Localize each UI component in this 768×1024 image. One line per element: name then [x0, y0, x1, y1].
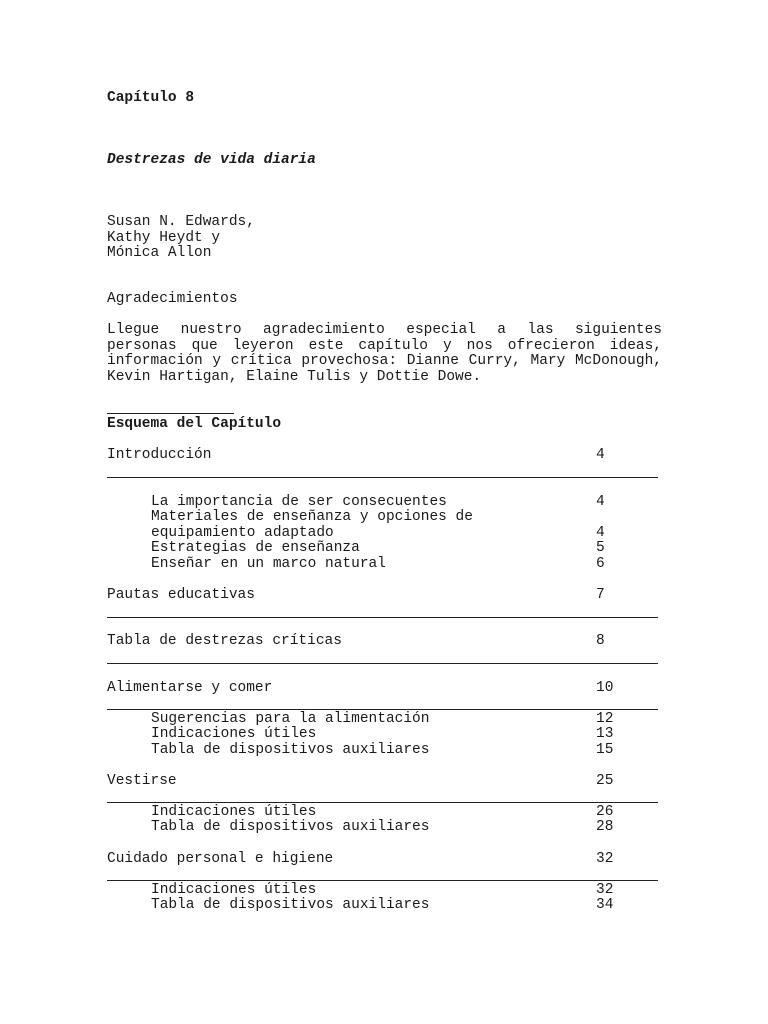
toc-subentry	[107, 882, 614, 899]
toc-entry-label: Tabla de destrezas críticas	[107, 633, 342, 649]
toc-entry-page: 8	[596, 633, 605, 649]
toc-entry-page: 4	[596, 494, 605, 510]
toc-entry-page: 34	[596, 897, 614, 913]
toc-entry-page: 15	[596, 742, 614, 758]
toc-entry-label: Indicaciones útiles	[151, 882, 317, 898]
toc-entry-page: 6	[596, 556, 605, 572]
toc-entry-label: Indicaciones útiles	[151, 726, 317, 742]
chapter-title: Destrezas de vida diaria	[107, 152, 316, 168]
toc-entry-label: Pautas educativas	[107, 587, 255, 603]
toc-entry-page: 4	[596, 525, 605, 541]
chapter-label: Capítulo 8	[107, 90, 195, 106]
outline-heading: Esquema del Capítulo	[107, 416, 282, 432]
toc-entry-page: 5	[596, 540, 605, 556]
author-name: Mónica Allon	[107, 245, 212, 261]
toc-entry-label: Estrategias de enseñanza	[151, 540, 360, 556]
toc-subentry	[107, 726, 614, 743]
author-name: Susan N. Edwards,	[107, 214, 255, 230]
toc-entry-pautas	[107, 587, 605, 604]
toc-entry-page: 28	[596, 819, 614, 835]
author-name: Kathy Heydt y	[107, 230, 221, 246]
toc-entry-alimentarse	[107, 680, 614, 697]
toc-entry-page: 4	[596, 447, 605, 463]
acknowledgements-heading: Agradecimientos	[107, 291, 238, 307]
toc-entry-page: 26	[596, 804, 614, 820]
toc-subentry	[107, 556, 605, 573]
toc-subentry	[107, 525, 605, 542]
toc-entry-label: Cuidado personal e higiene	[107, 851, 334, 867]
toc-subentry	[107, 742, 614, 759]
section-rule	[107, 709, 658, 710]
toc-entry-label: Enseñar en un marco natural	[151, 556, 386, 572]
section-rule	[107, 880, 658, 881]
toc-entry-label: Tabla de dispositivos auxiliares	[151, 897, 430, 913]
toc-subentry	[107, 509, 473, 526]
outline-separator	[107, 413, 234, 414]
toc-entry-label: equipamiento adaptado	[151, 525, 334, 541]
toc-entry-tabla	[107, 633, 605, 650]
section-rule	[107, 663, 658, 664]
toc-subentry	[107, 804, 614, 821]
section-rule	[107, 802, 658, 803]
toc-entry-label: Tabla de dispositivos auxiliares	[151, 742, 430, 758]
acknowledgements-text: Llegue nuestro agradecimiento especial a las siguientes personas que leyeron este capítulo y nos ofrecieron ideas, información y crítica provechosa: Dianne Curry, Mary McDonough, Kevin Hartigan, Elaine Tulis y Dottie Dowe.	[107, 322, 662, 385]
toc-entry-label: Sugerencias para la alimentación	[151, 711, 430, 727]
section-rule	[107, 617, 658, 618]
toc-entry-label: Vestirse	[107, 773, 177, 789]
toc-entry-label: Materiales de enseñanza y opciones de	[151, 509, 473, 525]
toc-entry-page: 13	[596, 726, 614, 742]
toc-subentry	[107, 711, 614, 728]
toc-subentry	[107, 540, 605, 557]
toc-subentry	[107, 819, 614, 836]
toc-subentry	[107, 494, 605, 511]
section-rule	[107, 477, 658, 478]
toc-entry-page: 25	[596, 773, 614, 789]
toc-entry-page: 10	[596, 680, 614, 696]
toc-entry-introduccion	[107, 447, 605, 464]
toc-entry-page: 32	[596, 851, 614, 867]
toc-entry-label: Alimentarse y comer	[107, 680, 273, 696]
toc-entry-cuidado	[107, 851, 614, 868]
toc-entry-vestirse	[107, 773, 614, 790]
toc-entry-label: Tabla de dispositivos auxiliares	[151, 819, 430, 835]
toc-entry-page: 32	[596, 882, 614, 898]
toc-entry-label: Indicaciones útiles	[151, 804, 317, 820]
toc-entry-label: Introducción	[107, 447, 212, 463]
toc-entry-page: 7	[596, 587, 605, 603]
toc-entry-page: 12	[596, 711, 614, 727]
toc-subentry	[107, 897, 614, 914]
toc-entry-label: La importancia de ser consecuentes	[151, 494, 447, 510]
